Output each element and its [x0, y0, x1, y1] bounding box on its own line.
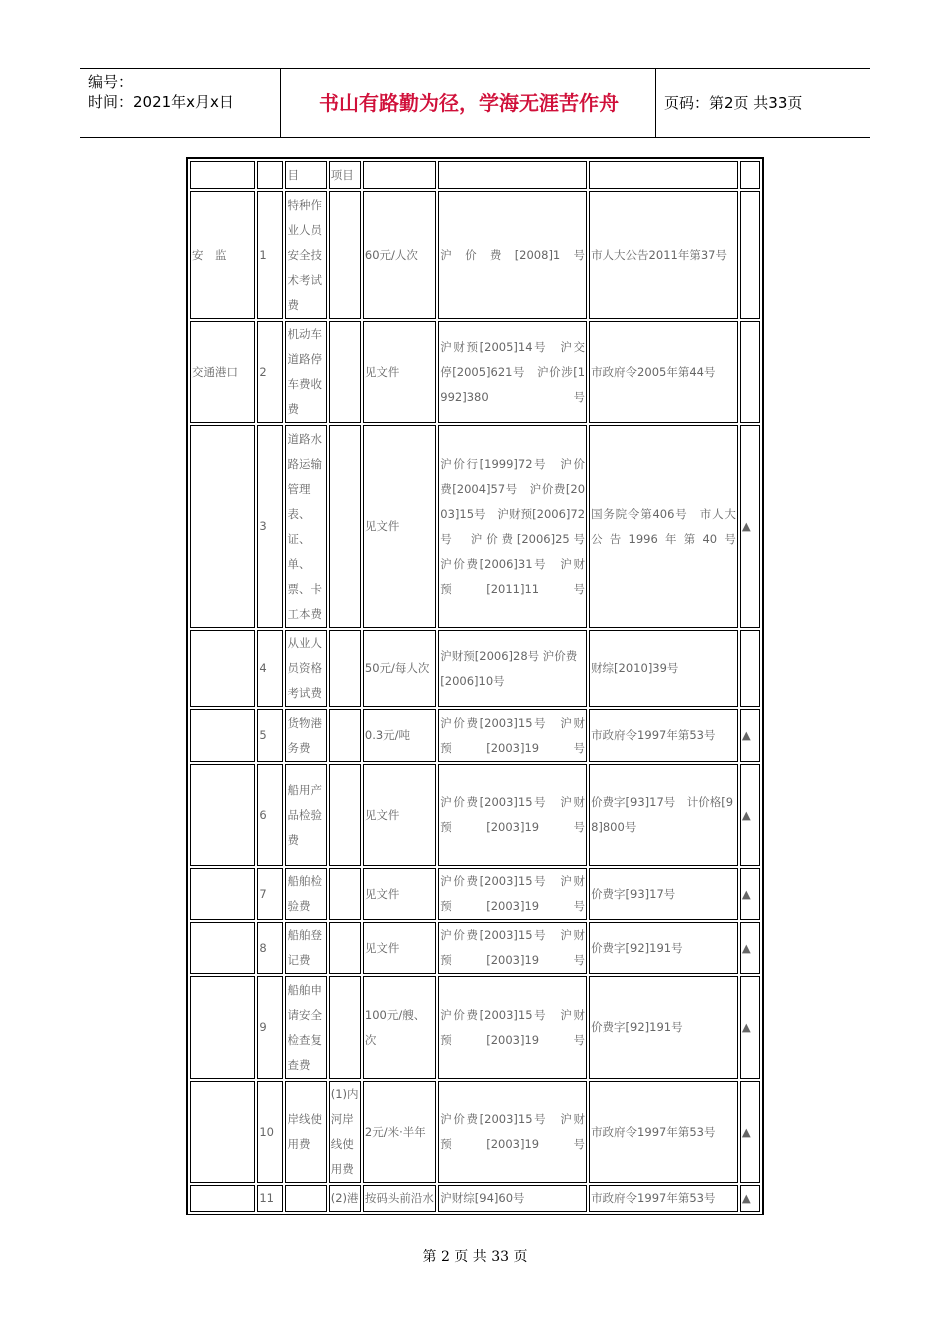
- standard-cell: 见文件: [363, 321, 436, 423]
- index-cell: 4: [257, 630, 283, 707]
- mark-cell: ▲: [740, 425, 760, 628]
- header-info: [88, 72, 278, 112]
- mark-cell: [740, 630, 760, 707]
- header-cell: [190, 161, 255, 189]
- standard-cell: 见文件: [363, 868, 436, 920]
- index-cell: 6: [257, 764, 283, 866]
- item-name-cell: 船舶检验费: [285, 868, 326, 920]
- table-row: [190, 709, 760, 762]
- doc-number-label: 编号：: [88, 73, 134, 91]
- item-name-cell: 货物港务费: [285, 709, 326, 762]
- item-name-cell: 机动车道路停车费收费: [285, 321, 326, 423]
- header-cell: [363, 161, 436, 189]
- mark-cell: ▲: [740, 922, 760, 974]
- item-name-cell: 道路水路运输管理表、证、单、票、卡工本费: [285, 425, 326, 628]
- mark-cell: ▲: [740, 868, 760, 920]
- header-divider: [280, 69, 281, 137]
- mark-cell: [740, 321, 760, 423]
- standard-cell: 见文件: [363, 922, 436, 974]
- table-row: [190, 976, 760, 1079]
- item-name-cell: 从业人员资格考试费: [285, 630, 326, 707]
- category-cell: [190, 709, 255, 762]
- reference-cell: 价费字[93]17号: [589, 868, 738, 920]
- page-footer: 第 2 页 共 33 页: [422, 1249, 528, 1265]
- table-row: [190, 1185, 760, 1212]
- index-cell: 5: [257, 709, 283, 762]
- category-cell: 交通港口: [190, 321, 255, 423]
- basis-cell: 沪价行[1999]72号 沪价费[2004]57号 沪价费[2003]15号 沪财预[2006]72号 沪价费[2006]25号 沪价费[2006]31号 沪财预[2011]11号: [438, 425, 587, 628]
- category-cell: [190, 630, 255, 707]
- table-row: [190, 764, 760, 866]
- basis-cell: 沪价费[2003]15号 沪财预[2003]19号: [438, 868, 587, 920]
- sub-item-cell: (1)内河岸线使用费: [329, 1081, 361, 1183]
- table-row: [190, 321, 760, 423]
- basis-cell: 沪财综[94]60号: [438, 1185, 587, 1212]
- table-row: [190, 191, 760, 319]
- category-cell: [190, 922, 255, 974]
- sub-item-cell: [329, 868, 361, 920]
- header-motto: 书山有路勤为径，学海无涯苦作舟: [319, 91, 619, 115]
- standard-cell: 100元/艘、次: [363, 976, 436, 1079]
- sub-item-cell: [329, 922, 361, 974]
- index-cell: 11: [257, 1185, 283, 1212]
- fee-table-frame: [186, 157, 764, 1215]
- category-cell: [190, 425, 255, 628]
- table-row: [190, 1081, 760, 1183]
- standard-cell: 按码头前沿水: [363, 1185, 436, 1212]
- header-cell: [438, 161, 587, 189]
- sub-item-cell: [329, 321, 361, 423]
- index-cell: 1: [257, 191, 283, 319]
- sub-item-cell: (2)港: [329, 1185, 361, 1212]
- index-cell: 8: [257, 922, 283, 974]
- page-header: [80, 68, 870, 138]
- header-cell: 目: [285, 161, 326, 189]
- sub-item-cell: [329, 976, 361, 1079]
- mark-cell: ▲: [740, 976, 760, 1079]
- category-cell: [190, 1081, 255, 1183]
- basis-cell: 沪价费[2003]15号 沪财预[2003]19号: [438, 1081, 587, 1183]
- sub-item-cell: [329, 425, 361, 628]
- sub-item-cell: [329, 630, 361, 707]
- reference-cell: 价费字[92]191号: [589, 976, 738, 1079]
- sub-item-cell: [329, 764, 361, 866]
- item-name-cell: [285, 1185, 326, 1212]
- basis-cell: 沪财预[2005]14号 沪交停[2005]621号 沪价涉[1992]380号: [438, 321, 587, 423]
- basis-cell: 沪价费[2003]15号 沪财预[2003]19号: [438, 922, 587, 974]
- standard-cell: 0.3元/吨: [363, 709, 436, 762]
- basis-cell: 沪价费[2003]15号 沪财预[2003]19号: [438, 709, 587, 762]
- category-cell: [190, 1185, 255, 1212]
- basis-cell: 沪价费[2003]15号 沪财预[2003]19号: [438, 976, 587, 1079]
- item-name-cell: 船舶登记费: [285, 922, 326, 974]
- header-cell: 项目: [329, 161, 361, 189]
- standard-cell: 见文件: [363, 425, 436, 628]
- item-name-cell: 船舶申请安全检查复查费: [285, 976, 326, 1079]
- basis-cell: 沪财预[2006]28号 沪价费[2006]10号: [438, 630, 587, 707]
- category-cell: [190, 976, 255, 1079]
- mark-cell: ▲: [740, 1081, 760, 1183]
- mark-cell: [740, 191, 760, 319]
- table-row: [190, 922, 760, 974]
- time-label: 时间：2021年x月x日: [88, 93, 234, 111]
- category-cell: 安 监: [190, 191, 255, 319]
- standard-cell: 50元/每人次: [363, 630, 436, 707]
- header-page-number: 页码：第2页 共33页: [664, 94, 803, 112]
- reference-cell: 价费字[93]17号 计价格[98]800号: [589, 764, 738, 866]
- table-row: [190, 868, 760, 920]
- index-cell: 2: [257, 321, 283, 423]
- standard-cell: 60元/人次: [363, 191, 436, 319]
- mark-cell: ▲: [740, 1185, 760, 1212]
- header-divider: [655, 69, 656, 137]
- mark-cell: ▲: [740, 709, 760, 762]
- table-row: [190, 425, 760, 628]
- reference-cell: 市政府令2005年第44号: [589, 321, 738, 423]
- reference-cell: 市人大公告2011年第37号: [589, 191, 738, 319]
- item-name-cell: 岸线使用费: [285, 1081, 326, 1183]
- table-row: [190, 630, 760, 707]
- index-cell: 9: [257, 976, 283, 1079]
- reference-cell: 价费字[92]191号: [589, 922, 738, 974]
- item-name-cell: 船用产品检验费: [285, 764, 326, 866]
- standard-cell: 2元/米·半年: [363, 1081, 436, 1183]
- mark-cell: ▲: [740, 764, 760, 866]
- sub-item-cell: [329, 709, 361, 762]
- standard-cell: 见文件: [363, 764, 436, 866]
- header-cell: [589, 161, 738, 189]
- category-cell: [190, 868, 255, 920]
- index-cell: 7: [257, 868, 283, 920]
- index-cell: 3: [257, 425, 283, 628]
- header-cell: [740, 161, 760, 189]
- reference-cell: 财综[2010]39号: [589, 630, 738, 707]
- basis-cell: 沪价费[2003]15号 沪财预[2003]19号: [438, 764, 587, 866]
- fee-table: [188, 159, 762, 1214]
- index-cell: 10: [257, 1081, 283, 1183]
- sub-item-cell: [329, 191, 361, 319]
- category-cell: [190, 764, 255, 866]
- table-header-row: [190, 161, 760, 189]
- reference-cell: 市政府令1997年第53号: [589, 1185, 738, 1212]
- item-name-cell: 特种作业人员安全技术考试费: [285, 191, 326, 319]
- header-cell: [257, 161, 283, 189]
- basis-cell: 沪价费[2008]1号: [438, 191, 587, 319]
- reference-cell: 国务院令第406号 市人大公告1996年第40号: [589, 425, 738, 628]
- reference-cell: 市政府令1997年第53号: [589, 1081, 738, 1183]
- reference-cell: 市政府令1997年第53号: [589, 709, 738, 762]
